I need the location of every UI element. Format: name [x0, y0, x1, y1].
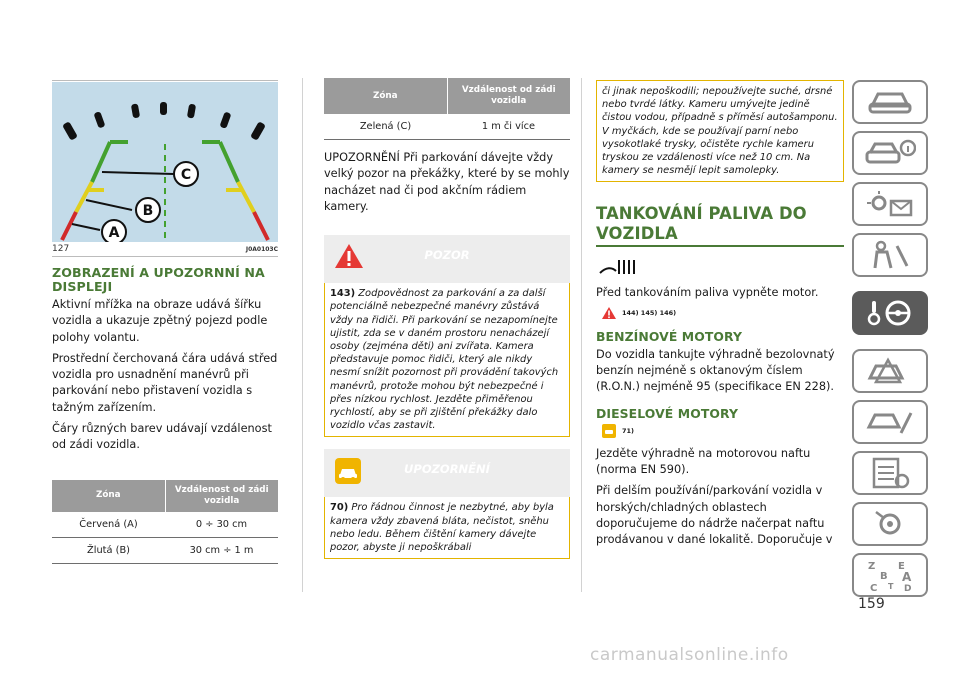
svg-text:E: E — [898, 561, 905, 572]
distance-table-continued — [324, 78, 570, 140]
label-b: B — [142, 203, 154, 219]
table-cell: 1 m či více — [447, 114, 570, 140]
paragraph: Prostřední čerchovaná čára udává střed vozidla pro usnadnění manévrů při parkování nebo přistavení vozidla s tažným zařízením. — [52, 351, 278, 414]
warning-title: POZOR — [424, 248, 470, 263]
notice-box-body — [324, 497, 570, 559]
notice-box-header — [324, 449, 570, 497]
table-header: Zóna — [324, 78, 447, 114]
paragraph: Aktivní mřížka na obraze udává šířku vozidla a ukazuje zpětný pojezd podle polohy volantu. — [52, 298, 268, 344]
section-heading-petrol: BENZÍNOVÉ MOTORY — [596, 328, 743, 344]
column-3 — [596, 78, 844, 553]
svg-text:B: B — [880, 571, 888, 582]
lights-message-icon — [865, 189, 915, 219]
label-a: A — [108, 225, 120, 241]
table-header: Zóna — [52, 480, 165, 512]
paragraph: Čáry různých barev udávají vzdálenost od zádi vozidla. — [52, 422, 272, 452]
warning-box-header — [324, 235, 570, 283]
section-heading-diesel: DIESELOVÉ MOTORY — [596, 405, 739, 421]
warning-ref: 143) — [330, 288, 356, 300]
column-divider — [302, 78, 303, 592]
sidebar-item-safety[interactable] — [852, 233, 928, 277]
table-cell: Červená (A) — [52, 512, 165, 538]
sidebar-item-lights[interactable] — [852, 182, 928, 226]
notice-text: Pro řádnou činnost je nezbytné, aby byla kamera vždy zbavená bláta, nečistot, sněhu nebo ledu. Během čištění kamery dávejte pozor, abyste ji nepoškrábali — [330, 502, 554, 554]
paragraph: Před tankováním paliva vypněte motor. — [596, 286, 819, 300]
figure-caption — [52, 244, 278, 257]
checklist-icon — [868, 457, 912, 489]
sidebar-item-warning[interactable] — [852, 349, 928, 393]
svg-text:T: T — [888, 582, 894, 591]
table-cell: 0 ÷ 30 cm — [165, 512, 278, 538]
notice-car-icon — [602, 424, 616, 438]
column-divider — [581, 78, 582, 592]
sidebar-item-multimedia[interactable] — [852, 502, 928, 546]
table-cell: Žlutá (B) — [52, 537, 165, 563]
seat-safety-icon — [867, 240, 913, 270]
page-number: 159 — [858, 596, 885, 612]
paragraph: Jezděte výhradně na motorovou naftu (norma EN 590). — [596, 446, 811, 476]
column-2 — [324, 78, 570, 559]
watermark: carmanualsonline.info — [590, 645, 789, 665]
paragraph: Do vozidla tankujte výhradně bezolovnatý benzín nejméně s oktanovým číslem (R.O.N.) nejméně 95 (specifikace EN 228). — [596, 347, 835, 394]
tools-car-icon — [865, 407, 915, 437]
table-cell: Zelená (C) — [324, 114, 447, 140]
svg-text:D: D — [904, 584, 912, 593]
settings-nav-icon — [868, 508, 912, 540]
table-header: Vzdálenost od zádi vozidla — [447, 78, 570, 114]
figure-code: J0A0103C — [245, 246, 278, 253]
sidebar-item-start-driving[interactable] — [852, 291, 928, 335]
section-heading-fuel: TANKOVÁNÍ PALIVA DO VOZIDLA — [596, 204, 844, 247]
table-row — [52, 512, 278, 538]
rear-camera-figure — [52, 82, 278, 242]
table-row — [52, 537, 278, 563]
table-header: Vzdálenost od zádi vozidla — [165, 480, 278, 512]
camera-grid-illustration — [52, 82, 278, 242]
svg-text:Z: Z — [868, 561, 876, 572]
column-1 — [52, 78, 278, 564]
notice-box-continued — [596, 80, 844, 182]
car-info-icon — [864, 138, 916, 168]
car-warning-icon — [866, 356, 914, 386]
table-cell: 30 cm ÷ 1 m — [165, 537, 278, 563]
warning-refs — [602, 307, 844, 319]
refs-text: 71) — [622, 426, 635, 435]
svg-text:A: A — [902, 570, 912, 584]
section-heading-display: ZOBRAZENÍ A UPOZORNNÍ NA DISPLEJI — [52, 265, 265, 294]
table-row — [324, 114, 570, 140]
label-c: C — [180, 167, 192, 183]
warning-text: Zodpovědnost za parkování a za další potenciálně nebezpečné manévry zůstává vždy na řidiči. Při parkování se nezapomínejte ujistit, zda se v daném prostoru nenacházejí osoby (zejména děti) ani zvířata. Kamera představuje pomoc řidiči, který ale nikdy nesmí snížit pozornost při provádění takových manévrů, protože mohou být nebezpečné i přes nízkou rychlost. Jezděte přiměřenou rychlostí, aby se při zjištění překážky dalo vozidlo včas zastavit. — [330, 288, 559, 432]
warning-triangle-icon — [602, 307, 616, 319]
sidebar-item-index[interactable] — [852, 553, 928, 597]
sidebar-item-emergency[interactable] — [852, 400, 928, 444]
sidebar-item-info[interactable] — [852, 131, 928, 175]
paragraph: UPOZORNĚNÍ Při parkování dávejte vždy velký pozor na překážky, které by se mohly nacházet nad či pod akčním rádiem kamery. — [324, 151, 570, 213]
car-front-icon — [866, 88, 914, 116]
notice-refs — [602, 424, 844, 438]
notice-text-continued: či jinak nepoškodili; nepoužívejte suché, drsné nebo tvrdé látky. Kameru umývejte jedině čistou vodou, případně s příměsí autošamponu. V myčkách, kde se používají parní nebo vysokotlaké trysky, očistěte rychle kameru tryskou ze vzdálenosti více než 10 cm. Na kamery se nesmějí lepit samolepky. — [602, 86, 838, 177]
steering-key-icon — [866, 297, 914, 329]
sidebar-item-maintenance[interactable] — [852, 451, 928, 495]
sidebar-item-car[interactable] — [852, 80, 928, 124]
notice-title: UPOZORNĚNÍ — [404, 462, 490, 477]
distance-table — [52, 480, 278, 564]
fuel-pump-icon — [598, 257, 844, 281]
refs-text: 144) 145) 146) — [622, 308, 677, 317]
figure-number: 127 — [52, 244, 70, 254]
notice-ref: 70) — [330, 502, 349, 514]
warning-box-body — [324, 283, 570, 437]
svg-text:C: C — [870, 583, 878, 593]
alphabet-index-icon — [864, 557, 916, 593]
paragraph: Při delším používání/parkování vozidla v horských/chladných oblastech doporučujeme do nádrže načerpat naftu prodávanou v dané lokalitě. Doporučuje v — [596, 484, 833, 547]
